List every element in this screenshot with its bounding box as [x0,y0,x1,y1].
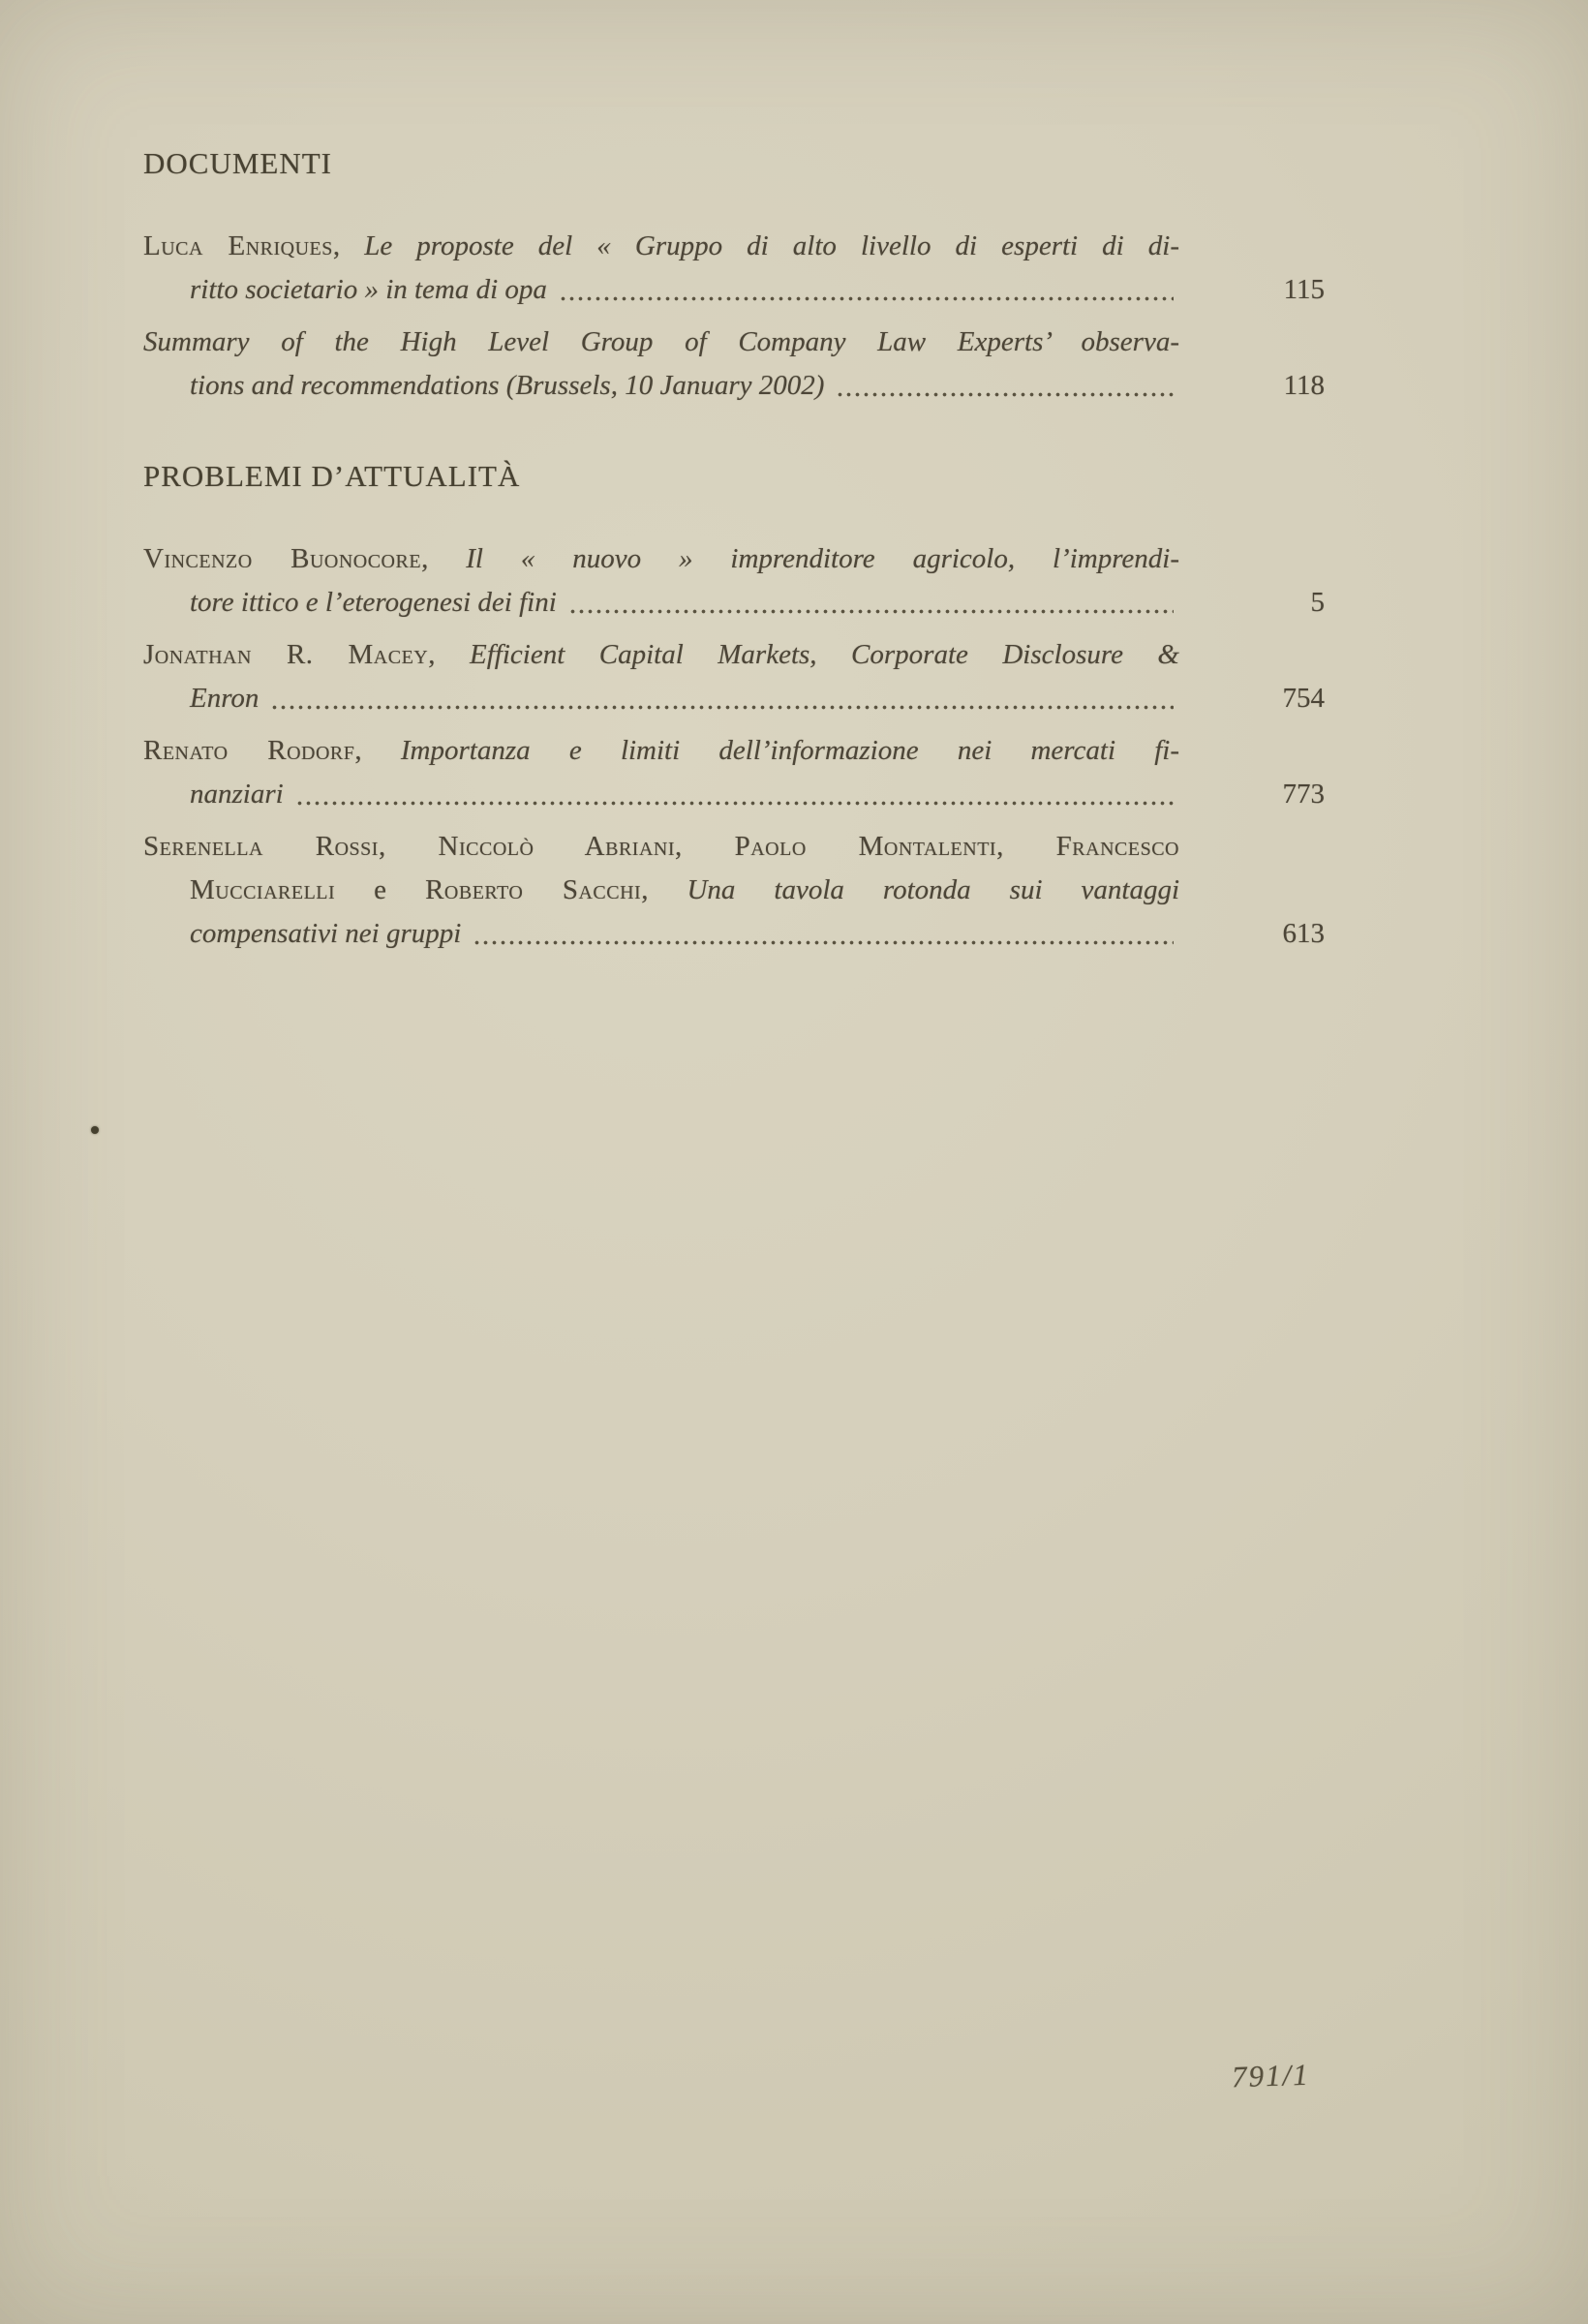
entry-text-segment: Il « nuovo » imprenditore agricolo, l’imprendi- [466,543,1179,574]
entry-text-segment: Roberto Sacchi [425,874,642,905]
entry-line [143,633,1179,677]
entry-line [143,537,1179,581]
entry-page-number: 115 [1283,274,1325,305]
entry-line [143,729,1179,773]
entry-line [143,225,1179,268]
entry-text-segment: Enron [190,683,260,714]
dot-leader [270,677,1174,720]
entry-title [143,825,1179,956]
entry-text-segment: nanziari [190,779,284,810]
entry-text-segment: ritto societario » in tema di opa [190,274,547,305]
entry-page-number: 118 [1283,370,1325,401]
entry-text-segment: Renato Rodorf [143,735,355,766]
section-heading: DOCUMENTI [143,146,332,180]
entry-page-number: 5 [1310,587,1325,618]
dot-leader [568,581,1174,625]
entry-line [143,581,1179,625]
entry-text-segment: , [428,639,471,670]
entry-text-segment: , [332,230,365,261]
entry-text-segment: Luca Enriques [143,230,333,261]
entry-text-segment: compensativi nei gruppi [190,918,462,949]
entry-text-segment: , [641,874,687,905]
entry-text-segment: , [354,735,401,766]
dot-leader [559,268,1174,312]
entry-page-number: 754 [1282,683,1325,714]
toc-entry [143,825,1346,956]
toc-entry [143,729,1346,816]
entry-text-segment: tions and recommendations (Brussels, 10 January 2002) [190,370,825,401]
entry-text-segment: , [421,543,467,574]
entry-title [143,321,1179,408]
entry-title [143,729,1179,816]
entry-title [143,225,1179,312]
toc-entry [143,225,1346,312]
entry-text-segment: Jonathan R. Macey [143,639,429,670]
handwritten-page-mark: 791/1 [1231,2057,1311,2095]
entry-line [143,912,1179,956]
entry-page-number: 773 [1282,779,1325,810]
entry-title [143,537,1179,625]
entry-line [143,869,1179,912]
entry-text-segment: e [335,874,426,905]
entry-text-segment: Le proposte del « Gruppo di alto livello di esperti di di- [364,230,1180,261]
entry-line [143,364,1179,408]
entry-text-segment: Serenella Rossi, Niccolò Abriani, Paolo Montalenti, Francesco [143,831,1179,862]
toc-content [143,145,1346,964]
entry-line [143,773,1179,816]
toc-entry [143,321,1346,408]
entry-text-segment: Summary of the High Level Group of Company Law Experts’ observa- [143,326,1179,357]
dot-leader [836,364,1174,408]
toc-section [143,458,1346,956]
dot-leader [473,912,1174,956]
entry-line [143,825,1179,869]
entry-text-segment: tore ittico e l’eterogenesi dei fini [190,587,557,618]
entry-text-segment: Importanza e limiti dell’informazione nei mercati fi- [400,735,1180,766]
toc-entry [143,633,1346,720]
section-heading: PROBLEMI D’ATTUALITÀ [143,459,521,493]
entry-line [143,321,1179,364]
entry-line [143,268,1179,312]
dot-leader [295,773,1174,816]
toc-section [143,145,1346,408]
entry-text-segment: Efficient Capital Markets, Corporate Disclosure & [470,639,1179,670]
entry-line [143,677,1179,720]
entry-page-number: 613 [1282,918,1325,949]
entry-text-segment: Mucciarelli [190,874,336,905]
toc-entry [143,537,1346,625]
entry-text-segment: Una tavola rotonda sui vantaggi [687,874,1180,905]
entry-title [143,633,1179,720]
entry-text-segment: Vincenzo Buonocore [143,543,422,574]
paper-speck [91,1126,99,1134]
